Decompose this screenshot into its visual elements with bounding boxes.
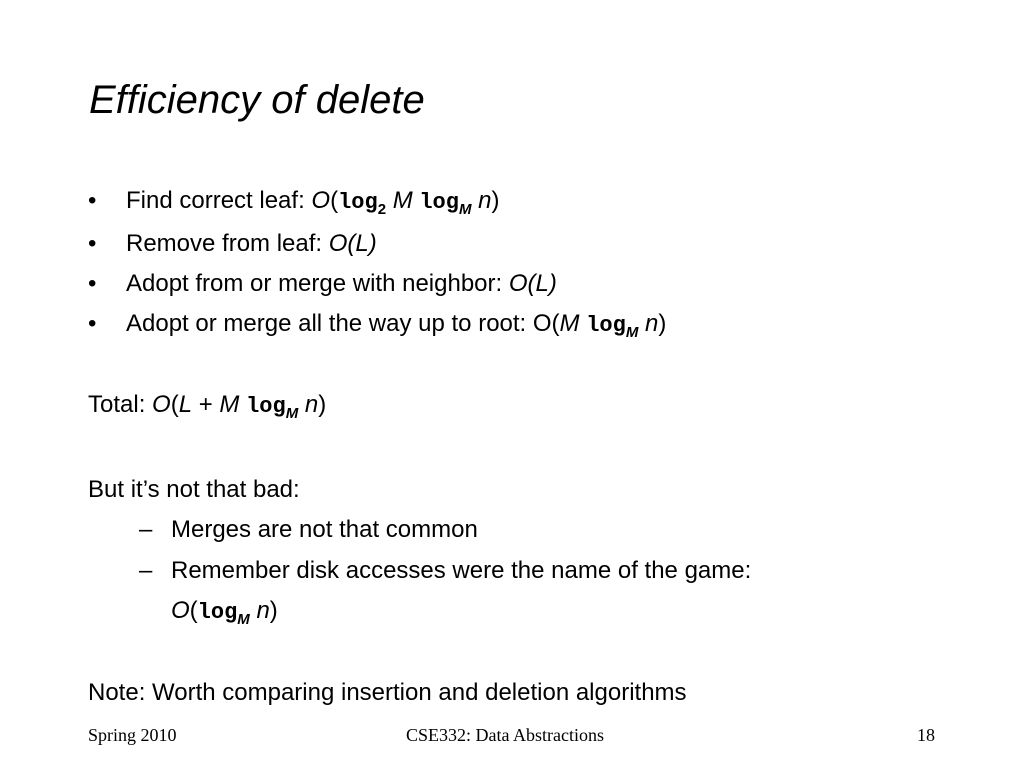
log-func: log [586,313,626,338]
dash-marker: – [139,516,153,543]
log-func: log [246,394,286,419]
log-base: M [285,405,299,422]
dash-text: Merges are not that common [171,516,478,543]
bullet-marker: • [88,270,97,297]
dash-marker: – [139,557,153,584]
var-m: M [219,391,247,418]
paren-open: ( [170,391,179,418]
log-func: log [338,190,378,215]
complexity-expr: O(L) [508,270,557,297]
big-o: O [152,391,171,418]
paren-close: ) [318,391,327,418]
paren-open: ( [189,597,198,624]
var-n: n [638,310,659,337]
log-base: 2 [377,201,387,218]
var-n: n [298,391,319,418]
plus-sign: + [192,391,220,418]
log-func: log [419,190,459,215]
bullet-marker: • [88,187,97,214]
var-m: M [386,187,420,214]
paren-close: ) [491,187,500,214]
bullet-label: Adopt or merge all the way up to root: O( [126,310,560,337]
var-l: L [178,391,193,418]
bullet-label: Adopt from or merge with neighbor: [126,270,509,297]
log-func: log [197,600,238,625]
footer-course: CSE332: Data Abstractions [406,725,604,745]
var-n: n [249,597,270,624]
dash-text: Remember disk accesses were the name of the game: [171,557,752,584]
but-heading: But it’s not that bad: [88,476,300,503]
footer-date: Spring 2010 [88,725,177,745]
bullet-text [126,186,499,218]
big-o: O [171,597,190,624]
total-text [88,390,326,422]
total-label: Total: [88,391,153,418]
paren-open: ( [330,187,339,214]
big-o: O [311,187,331,214]
log-base: M [458,201,472,218]
var-n: n [471,187,492,214]
bullet-text [126,309,666,341]
bullet-marker: • [88,310,97,337]
complexity-expr: O(L) [328,230,377,257]
note-text: Note: Worth comparing insertion and deletion algorithms [88,679,687,706]
slide-title: Efficiency of delete [89,78,425,122]
bullet-text [126,229,377,259]
bullet-marker: • [88,230,97,257]
paren-close: ) [658,310,667,337]
log-base: M [237,611,250,628]
log-base: M [625,324,639,341]
footer-page-number: 18 [917,725,935,745]
continuation-expr [171,596,278,628]
bullet-text [126,269,557,299]
bullet-label: Remove from leaf: [126,230,329,257]
paren-close: ) [269,597,278,624]
var-m: M [559,310,587,337]
bullet-label: Find correct leaf: [126,187,312,214]
